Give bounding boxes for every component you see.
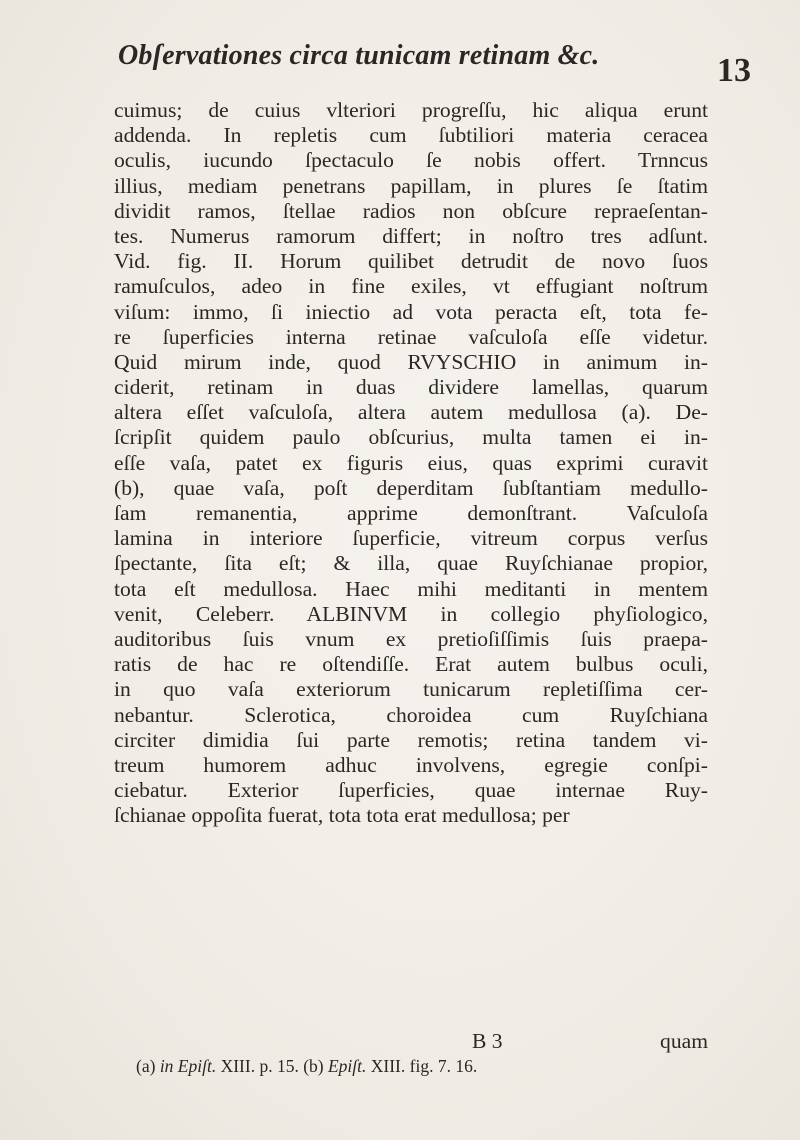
- text-line: tota eſt medullosa. Haec mihi meditanti in mentem: [114, 576, 708, 601]
- text-line: Quid mirum inde, quod RVYSCHIO in animum in-: [114, 349, 708, 374]
- text-line: cuimus; de cuius vlteriori progreſſu, hic aliqua erunt: [114, 98, 708, 122]
- text-line: auditoribus ſuis vnum ex pretioſiſſimis ſuis praepa-: [114, 626, 708, 651]
- text-line: viſum: immo, ſi iniectio ad vota peracta eſt, tota fe-: [114, 299, 708, 324]
- footnote-a-mark: (a): [136, 1056, 156, 1076]
- running-head: Obſervationes circa tunicam retinam &c.: [118, 40, 600, 71]
- text-line: nebantur. Sclerotica, choroidea cum Ruyſchiana: [114, 702, 708, 727]
- text-line: ſpectante, ſita eſt; & illa, quae Ruyſchianae propior,: [114, 551, 708, 576]
- body-text: [114, 98, 708, 828]
- text-line: ratis de hac re oſtendiſſe. Erat autem bulbus oculi,: [114, 652, 708, 677]
- text-line: circiter dimidia ſui parte remotis; retina tandem vi-: [114, 727, 708, 752]
- text-line: ſam remanentia, apprime demonſtrant. Vaſculoſa: [114, 501, 708, 525]
- text-line: venit, Celeberr. ALBINVM in collegio phyſiologico,: [114, 601, 708, 626]
- text-line: addenda. In repletis cum ſubtiliori materia ceracea: [114, 123, 708, 148]
- text-line: illius, mediam penetrans papillam, in plures ſe ſtatim: [114, 173, 708, 198]
- text-line: in quo vaſa exteriorum tunicarum repletiſſima cer-: [114, 677, 708, 702]
- footnote-a-location: XIII. p. 15.: [220, 1056, 299, 1076]
- text-line: eſſe vaſa, patet ex figuris eius, quas exprimi curavit: [114, 450, 708, 475]
- footnote-b: [303, 1056, 477, 1076]
- text-line: lamina in interiore ſuperficie, vitreum corpus verſus: [114, 526, 708, 551]
- text-line: dividit ramos, ſtellae radios non obſcure repraeſentan-: [114, 198, 708, 223]
- text-line: altera eſſet vaſculoſa, altera autem medullosa (a). De-: [114, 400, 708, 425]
- text-line: Vid. fig. II. Horum quilibet detrudit de novo ſuos: [114, 249, 708, 274]
- text-line: (b), quae vaſa, poſt deperditam ſubſtantiam medullo-: [114, 475, 708, 500]
- text-line: treum humorem adhuc involvens, egregie conſpi-: [114, 752, 708, 777]
- catchword: quam: [660, 1029, 708, 1053]
- text-line: tes. Numerus ramorum differt; in noſtro tres adſunt.: [114, 223, 708, 248]
- text-line: re ſuperficies interna retinae vaſculoſa eſſe videtur.: [114, 324, 708, 349]
- footnote-a: [136, 1056, 303, 1076]
- footnote-a-reference: in Epiſt.: [159, 1056, 217, 1076]
- text-line: oculis, iucundo ſpectaculo ſe nobis offert. Trnncus: [114, 148, 708, 173]
- text-line: ramuſculos, adeo in fine exiles, vt effugiant noſtrum: [114, 274, 708, 299]
- text-line: ſchianae oppoſita fuerat, tota tota erat medullosa; per: [114, 803, 570, 828]
- footnote-b-reference: Epiſt.: [327, 1056, 367, 1076]
- text-line: ciebatur. Exterior ſuperficies, quae internae Ruy-: [114, 778, 708, 803]
- signature-row: [114, 1028, 708, 1054]
- footnotes: [136, 1054, 696, 1078]
- text-line: ſcripſit quidem paulo obſcurius, multa tamen ei in-: [114, 425, 708, 450]
- text-line: ciderit, retinam in duas dividere lamellas, quarum: [114, 375, 708, 400]
- footnote-b-location: XIII. fig. 7. 16.: [370, 1056, 478, 1076]
- page-number: 13: [717, 52, 751, 89]
- signature-mark: B 3: [472, 1029, 503, 1053]
- footnote-b-mark: (b): [303, 1056, 324, 1076]
